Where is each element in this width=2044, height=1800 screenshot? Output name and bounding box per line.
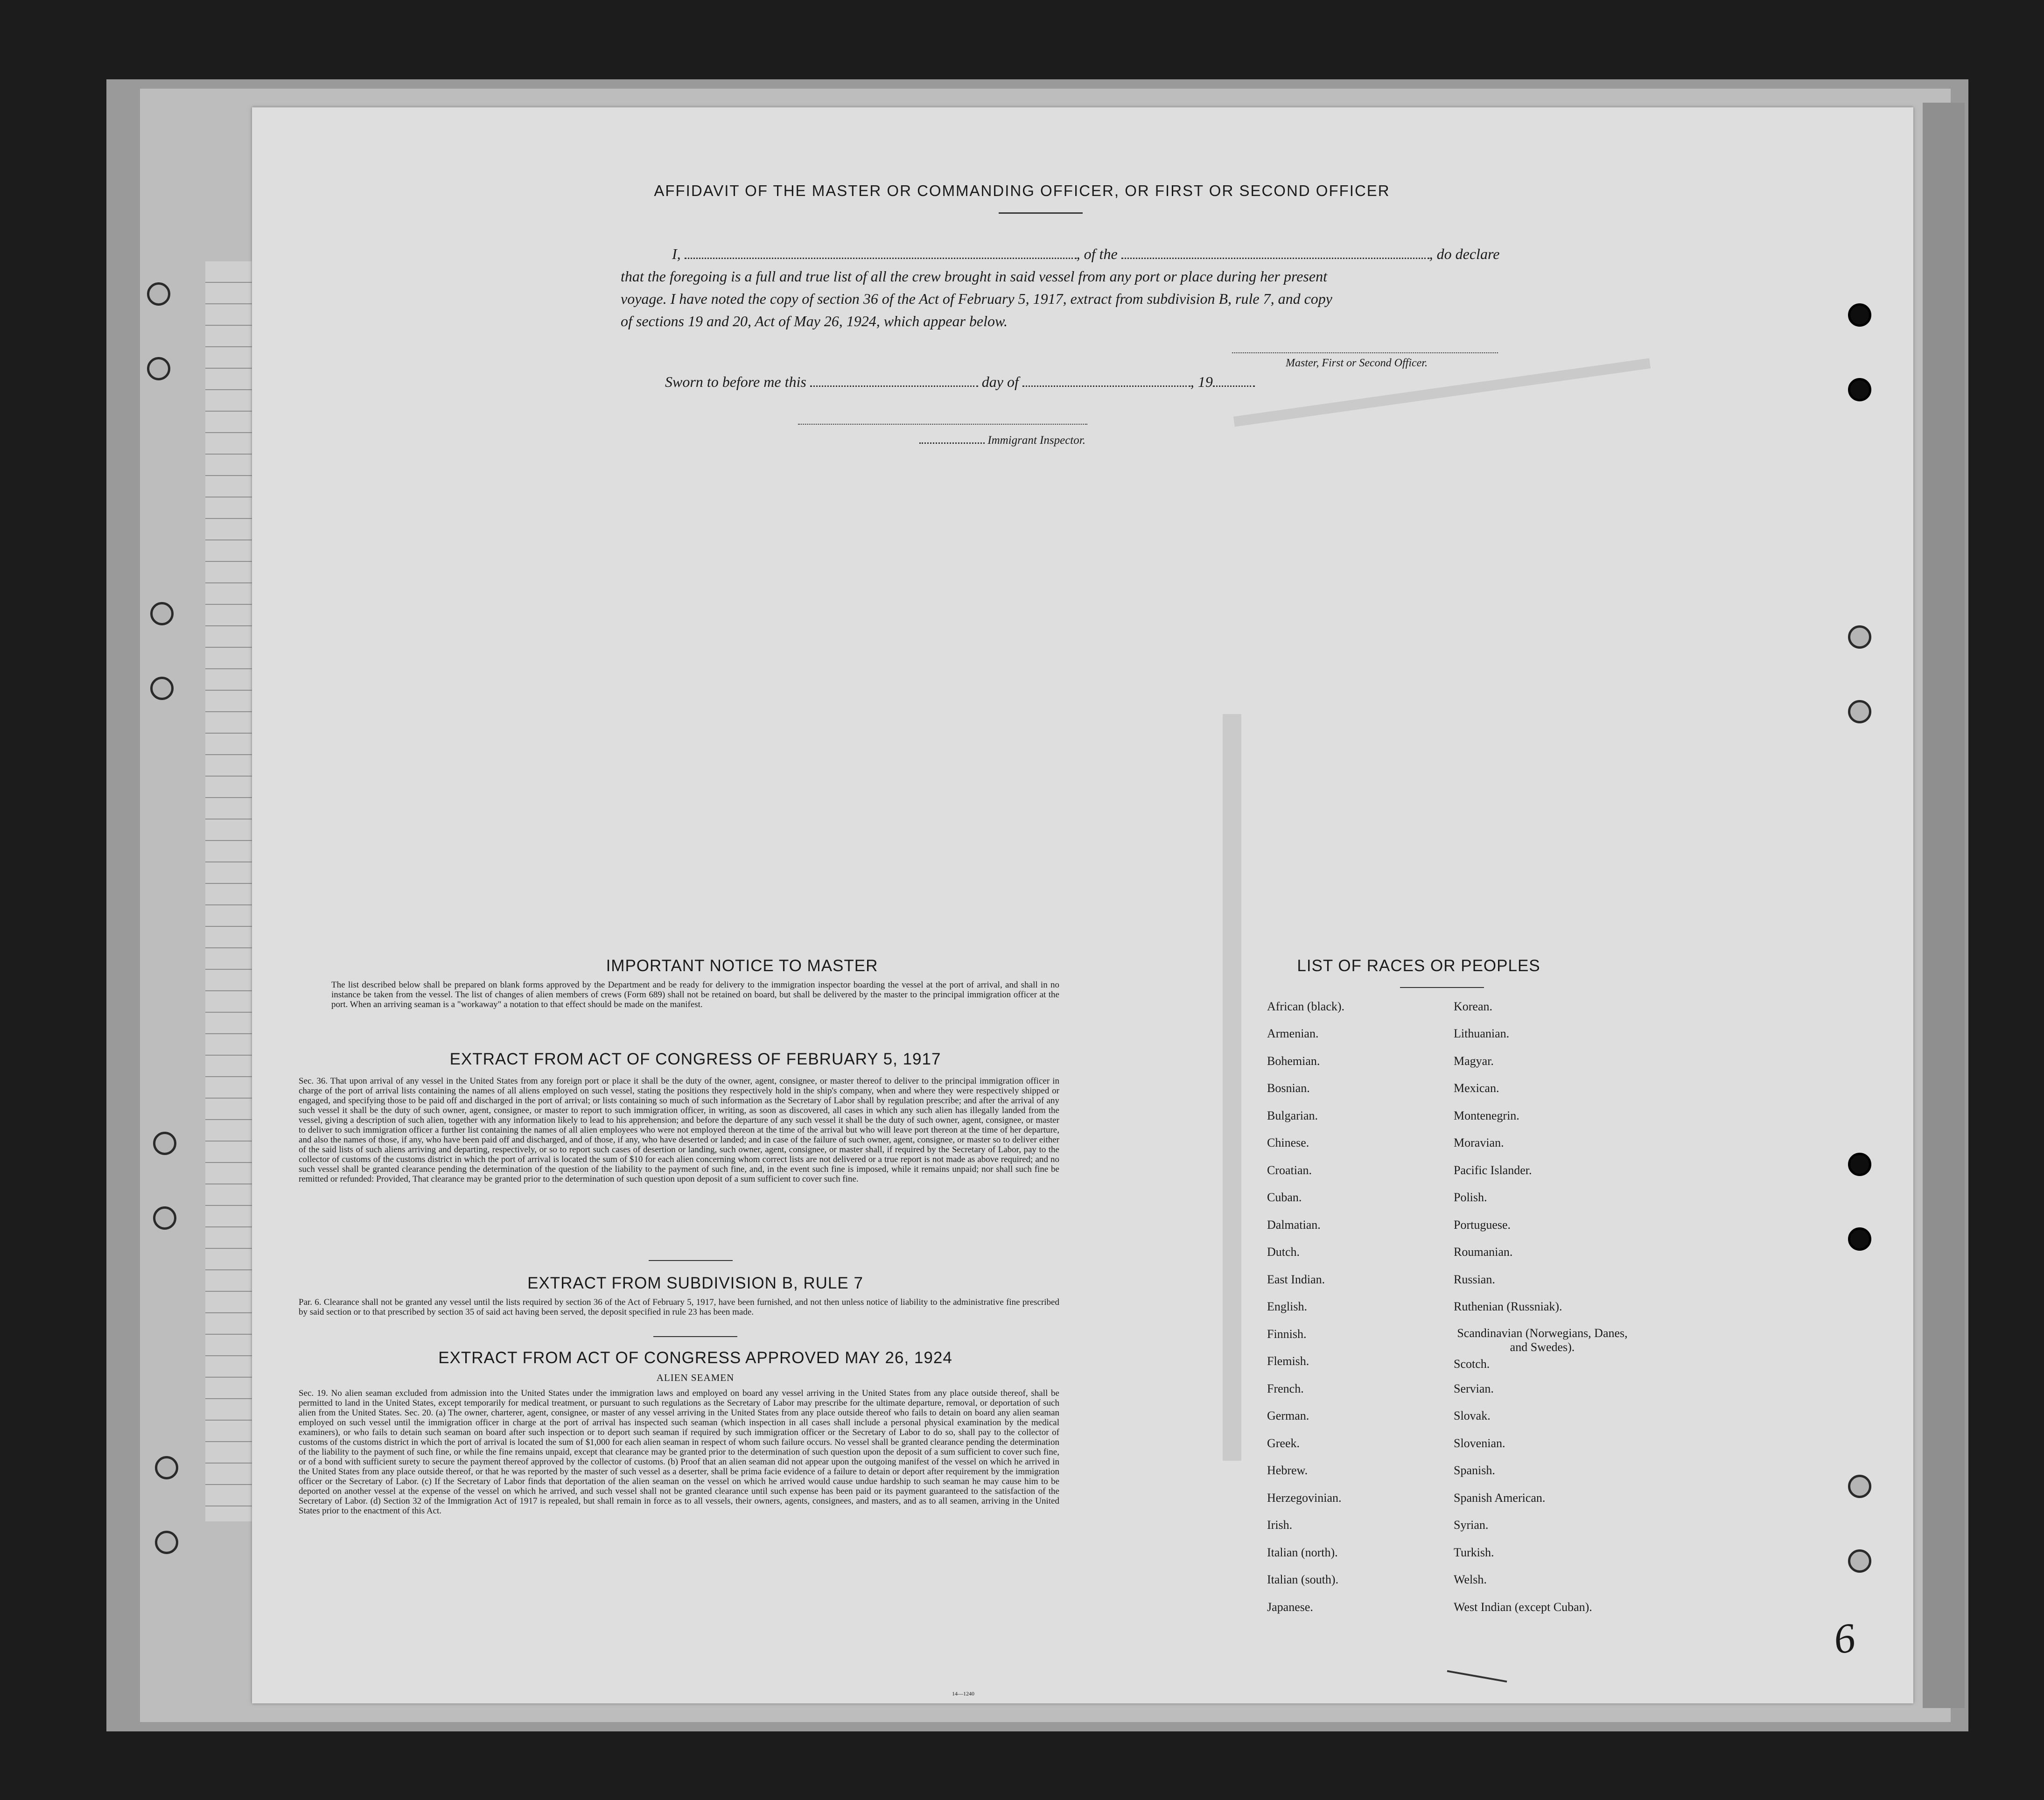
affidavit-line-3: voyage. I have noted the copy of section 36 of the Act of February 5, 1917, extract from subdivision B, rule 7, and copy	[621, 290, 1332, 307]
extract-rule7-title: EXTRACT FROM SUBDIVISION B, RULE 7	[527, 1274, 863, 1292]
affidavit-declare: , do declare	[1429, 245, 1500, 262]
punch-hole-icon	[153, 1206, 176, 1230]
race-item: Spanish.	[1454, 1464, 1495, 1477]
extract-1917-title: EXTRACT FROM ACT OF CONGRESS OF FEBRUARY 5, 1917	[449, 1050, 941, 1068]
race-item: Slovenian.	[1454, 1436, 1505, 1450]
race-item: Croatian.	[1267, 1163, 1312, 1177]
race-item: Polish.	[1454, 1191, 1487, 1204]
sworn-month-blank	[1022, 385, 1190, 387]
race-item: Greek.	[1267, 1436, 1300, 1450]
race-item: Hebrew.	[1267, 1464, 1308, 1477]
inspector-label-text: Immigrant Inspector.	[987, 434, 1085, 447]
race-item: Italian (south).	[1267, 1573, 1339, 1586]
race-item: Finnish.	[1267, 1327, 1307, 1341]
races-title: LIST OF RACES OR PEOPLES	[1297, 957, 1540, 975]
divider	[653, 1336, 737, 1337]
punch-hole-icon	[155, 1456, 178, 1479]
affidavit-line-4: of sections 19 and 20, Act of May 26, 1924, which appear below.	[621, 313, 1008, 329]
race-item: Moravian.	[1454, 1136, 1504, 1149]
master-signature-label: Master, First or Second Officer.	[1286, 357, 1428, 369]
divider	[999, 212, 1083, 214]
race-item: German.	[1267, 1409, 1309, 1422]
race-item: Irish.	[1267, 1518, 1293, 1532]
punch-hole-icon	[1848, 1475, 1871, 1498]
race-item: Spanish American.	[1454, 1491, 1546, 1505]
binder-edge	[1923, 103, 1965, 1708]
race-item: Italian (north).	[1267, 1546, 1338, 1559]
inspector-signature-line	[798, 424, 1087, 426]
race-item: French.	[1267, 1382, 1304, 1395]
race-item: Korean.	[1454, 1000, 1493, 1013]
affidavit-i: I,	[672, 245, 681, 262]
punch-hole-icon	[1848, 303, 1871, 327]
affidavit-of-the: , of the	[1076, 245, 1118, 262]
race-item: East Indian.	[1267, 1273, 1325, 1286]
race-item: Welsh.	[1454, 1573, 1487, 1586]
divider	[1400, 987, 1484, 988]
race-item: Scandinavian (Norwegians, Danes, and Swedes).	[1457, 1326, 1628, 1354]
sworn-year-blank	[1213, 385, 1255, 387]
sworn-line	[665, 373, 1255, 391]
race-item: Ruthenian (Russniak).	[1454, 1300, 1562, 1313]
race-item: West Indian (except Cuban).	[1454, 1600, 1592, 1614]
divider	[649, 1260, 733, 1261]
race-item: Flemish.	[1267, 1354, 1309, 1368]
name-blank	[685, 258, 1077, 259]
punch-hole-icon	[153, 1132, 176, 1155]
sworn-day-of: day of	[981, 373, 1019, 390]
extract-1917-text: Sec. 36. That upon arrival of any vessel in the United States from any foreign port or place it shall be the duty of the owner, agent, consignee, or master thereof to deliver to the principal immigration officer in charge of the port of arrival lists containing the names of all aliens employed on such vessel, stating the positions they respectively hold in the ship's company, when and where they were respectively shipped or engaged, and specifying those to be paid off and discharged in the port of arrival; or lists containing so much of such information as the Secretary of Labor shall by regulation prescribe; and after the arrival of any such vessel it shall be the duty of such owner, agent, consignee, or master to report to such immigration officer, in writing, as soon as discovered, all cases in which any such alien has illegally landed from the vessel, giving a description of such alien, together with any information likely to lead to his apprehension; and before the departure of any such vessel it shall be the duty of such owner, agent, consignee, or master to deliver to such immigration officer a further list containing the names of all alien employees who were not employed thereon at the time of the arrival but who will leave port thereon at the time of her departure, and also the names of those, if any, who have been paid off and discharged, and of those, if any, who have deserted or landed; and in case of the failure of such owner, agent, consignee, or master so to deliver either of the said lists of such aliens arriving and departing, respectively, or so to report such cases of desertion or landing, such owner, agent, consignee, or master shall, if required by the Secretary of Labor, pay to the collector of customs of the customs district in which the port of arrival is located the sum of $10 for each alien concerning whom correct lists are not delivered or a true report is not made as above required; and no such vessel shall be granted clearance pending the determination of the question of the liability to the payment of such fine, and, in the event such fine is imposed, while it remains unpaid; nor shall such fine be remitted or refunded: Provided, That clearance may be granted prior to the determination of such question upon deposit of a sum sufficient to cover such fine.	[299, 1076, 1059, 1184]
race-item: Pacific Islander.	[1454, 1163, 1532, 1177]
race-item: Bulgarian.	[1267, 1109, 1318, 1122]
inspector-blank	[919, 442, 985, 444]
race-item: Russian.	[1454, 1273, 1495, 1286]
race-item: African (black).	[1267, 1000, 1345, 1013]
ruled-page-edge	[205, 261, 257, 1521]
race-item: Montenegrin.	[1454, 1109, 1519, 1122]
punch-hole-icon	[155, 1531, 178, 1554]
punch-hole-icon	[147, 357, 170, 380]
sworn-day-blank	[810, 385, 978, 387]
race-item: Servian.	[1454, 1382, 1494, 1395]
sworn-year: , 19	[1190, 373, 1213, 390]
race-item: Herzegovinian.	[1267, 1491, 1342, 1505]
affidavit-line-1	[621, 243, 1500, 265]
race-item: Lithuanian.	[1454, 1027, 1510, 1040]
punch-hole-icon	[1848, 700, 1871, 723]
punch-hole-icon	[150, 677, 174, 700]
form-number: 14—1240	[952, 1690, 974, 1697]
extract-1924-subtitle: ALIEN SEAMEN	[656, 1372, 735, 1383]
punch-hole-icon	[1848, 378, 1871, 401]
race-item: Portuguese.	[1454, 1218, 1511, 1232]
race-item: Dutch.	[1267, 1245, 1300, 1259]
inspector-signature-label	[919, 434, 1085, 447]
affidavit-line-2: that the foregoing is a full and true list of all the crew brought in said vessel from any port or place during her present	[621, 268, 1327, 285]
extract-rule7-text: Par. 6. Clearance shall not be granted any vessel until the lists required by section 36 of the Act of February 5, 1917, have been furnished, and not then unless notice of liability to the administrative fine prescribed by said section or to that prescribed by section 35 of said act having been served, the deposit specified in rule 23 has been made.	[299, 1297, 1059, 1317]
race-item: Slovak.	[1454, 1409, 1491, 1422]
race-item: Magyar.	[1454, 1054, 1494, 1068]
sworn-label: Sworn to before me this	[665, 373, 806, 390]
notice-title: IMPORTANT NOTICE TO MASTER	[606, 957, 878, 975]
punch-hole-icon	[1848, 1549, 1871, 1573]
race-item: Bohemian.	[1267, 1054, 1320, 1068]
punch-hole-icon	[1848, 1153, 1871, 1176]
manifest-sheet	[252, 107, 1913, 1703]
race-item: Scotch.	[1454, 1357, 1490, 1371]
pen-stroke	[1447, 1670, 1507, 1683]
notice-text: The list described below shall be prepared on blank forms approved by the Department and be ready for delivery to the immigration inspector boarding the vessel at the port of arrival, and shall in no instance be taken from the vessel. The list of changes of alien members of crews (Form 689) shall not be retained on board, but shall be delivered by the master to the principal immigration officer at the port. When an arriving seaman is a "workaway" a notation to that effect should be made on the manifest.	[331, 980, 1059, 1009]
race-item: Chinese.	[1267, 1136, 1309, 1149]
affidavit-declaration	[621, 243, 1500, 332]
race-item: English.	[1267, 1300, 1307, 1313]
race-item: Turkish.	[1454, 1546, 1494, 1559]
race-item: Cuban.	[1267, 1191, 1302, 1204]
race-item: Roumanian.	[1454, 1245, 1513, 1259]
race-item: Armenian.	[1267, 1027, 1319, 1040]
extract-1924-title: EXTRACT FROM ACT OF CONGRESS APPROVED MAY 26, 1924	[438, 1349, 952, 1367]
affidavit-title: AFFIDAVIT OF THE MASTER OR COMMANDING OFFICER, OR FIRST OR SECOND OFFICER	[654, 182, 1390, 199]
race-item: Mexican.	[1454, 1081, 1499, 1095]
extract-1924-text: Sec. 19. No alien seaman excluded from admission into the United States under the immigration laws and employed on board any vessel arriving in the United States from any place outside thereof, shall be permitted to land in the United States, except temporarily for medical treatment, or pursuant to such regulations as the Secretary of Labor may prescribe for the ultimate departure, removal, or deportation of such alien from the United States. Sec. 20. (a) The owner, charterer, agent, consignee, or master of any vessel arriving in the United States from any place outside thereof who fails to detain on board any alien seaman employed on such vessel until the immigration officer in charge at the port of arrival has inspected such seaman (which inspection in all cases shall include a personal physical examination by the medical examiners), or who fails to detain such seaman on board after such inspection or to deport such seaman if required by such immigration officer or the Secretary of Labor to do so, shall pay to the collector of customs of the customs district in which the port of arrival is located the sum of $1,000 for each alien seaman in respect of whom such failure occurs. No vessel shall be granted clearance pending the determination of the liability to the payment of such fine, or while the fine remains unpaid, except that clearance may be granted prior to the determination of such question upon the deposit of a sum sufficient to cover such fine, or of a bond with sufficient surety to secure the payment thereof approved by the collector of customs. (b) Proof that an alien seaman did not appear upon the outgoing manifest of the vessel on which he arrived in the United States from any place outside thereof, or that he was reported by the master of such vessel as a deserter, shall be prima facie evidence of a failure to detain or deport after requirement by the immigration officer or the Secretary of Labor. (c) If the Secretary of Labor finds that deportation of the alien seaman on the vessel on which he arrived would cause undue hardship to such seaman he may cause him to be deported on another vessel at the expense of the vessel on which he arrived, and such vessel shall not be granted clearance until such expense has been paid or its payment guaranteed to the satisfaction of the Secretary of Labor. (d) Section 32 of the Immigration Act of 1917 is repealed, but shall remain in force as to all vessels, their owners, agents, consignees, and masters, and as to all seamen, arriving in the United States prior to the enactment of this Act.	[299, 1388, 1059, 1516]
handwritten-page-number: 6	[1831, 1614, 1858, 1663]
punch-hole-icon	[147, 282, 170, 306]
punch-hole-icon	[1848, 1227, 1871, 1251]
race-item: Syrian.	[1454, 1518, 1489, 1532]
punch-hole-icon	[1848, 625, 1871, 649]
master-signature-line	[1232, 352, 1498, 354]
punch-hole-icon	[150, 602, 174, 625]
race-item: Bosnian.	[1267, 1081, 1310, 1095]
race-item: Dalmatian.	[1267, 1218, 1321, 1232]
bleed-through-mark	[1223, 714, 1241, 1461]
race-item: Japanese.	[1267, 1600, 1313, 1614]
vessel-blank	[1121, 258, 1429, 259]
